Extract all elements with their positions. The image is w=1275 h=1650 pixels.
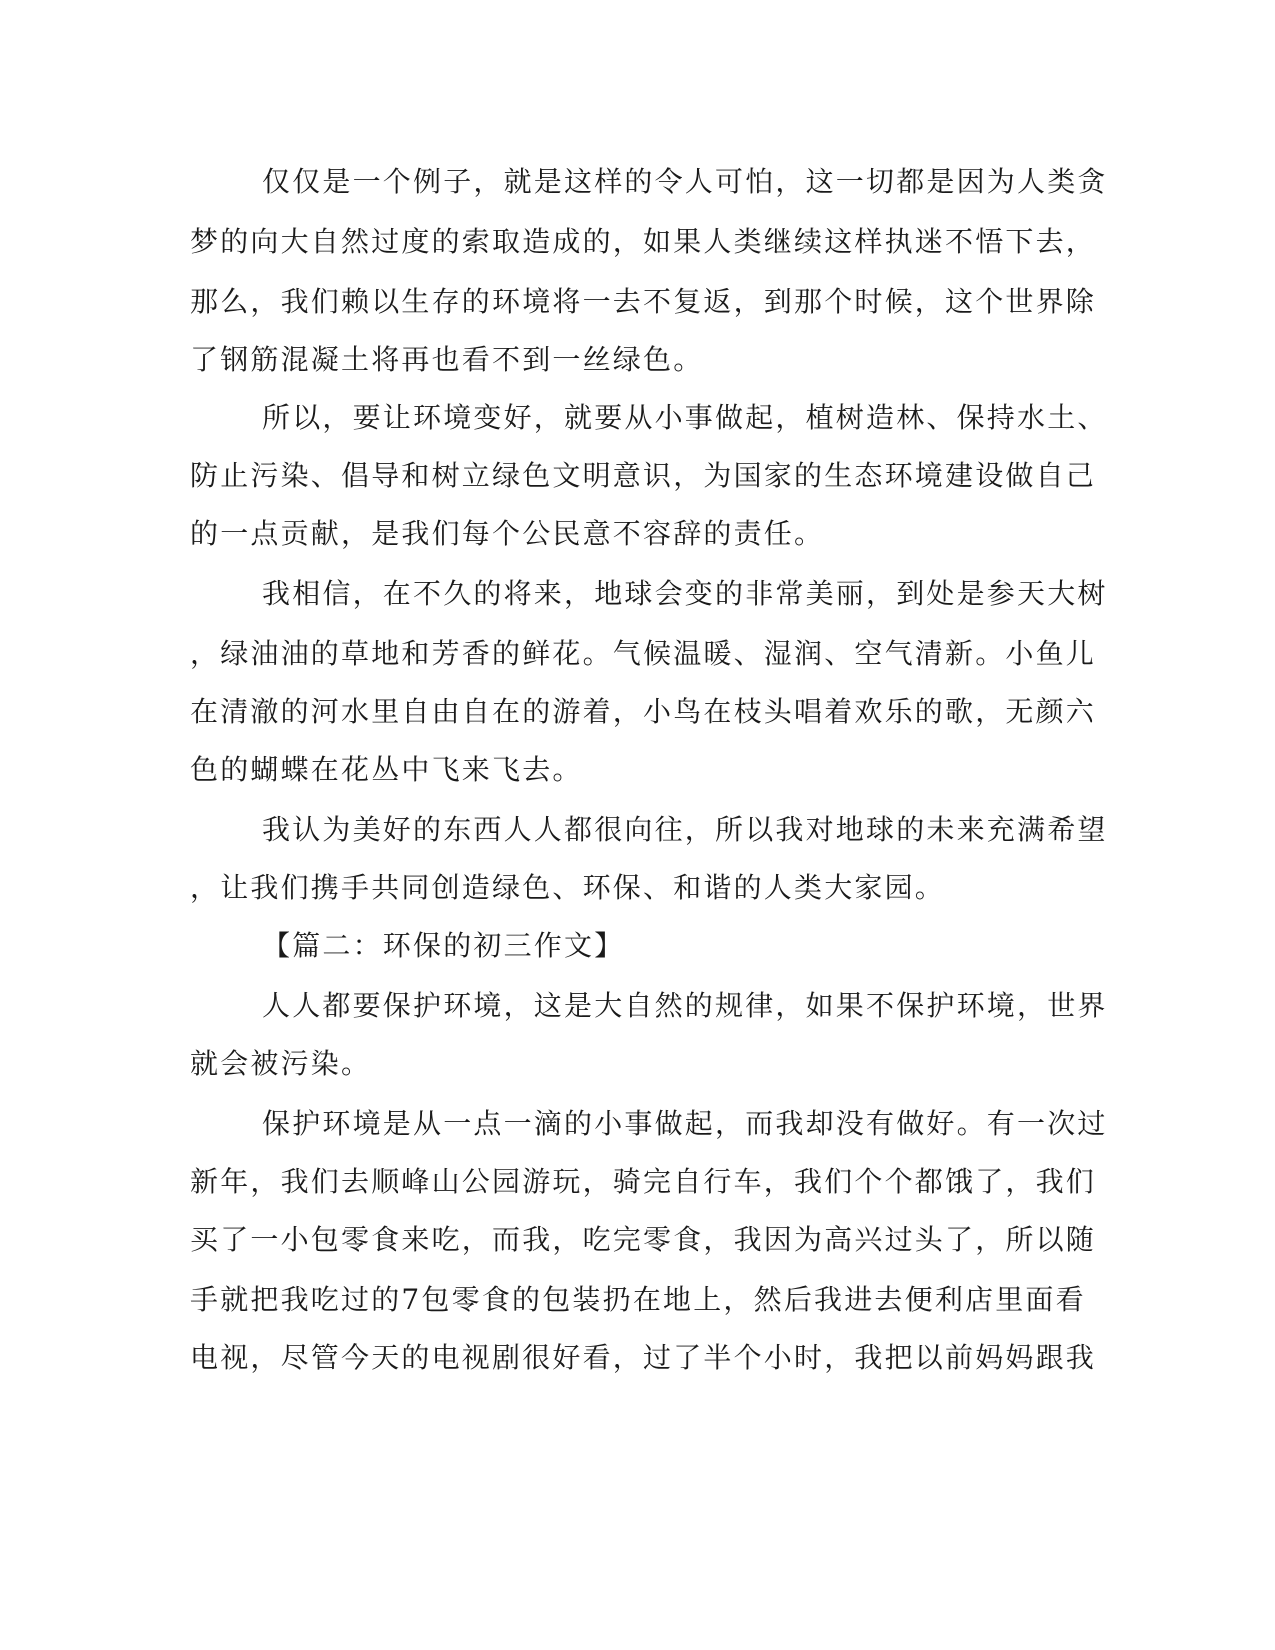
- paragraph-line: 所以，要让环境变好，就要从小事做起，植树造林、保持水土、: [262, 401, 1108, 434]
- paragraph-line: 了钢筋混凝土将再也看不到一丝绿色。: [190, 343, 704, 376]
- paragraph-line: 手就把我吃过的7包零食的包装扔在地上，然后我进去便利店里面看: [190, 1283, 1086, 1316]
- paragraph-line: ，绿油油的草地和芳香的鲜花。气候温暖、湿润、空气清新。小鱼儿: [190, 637, 1097, 670]
- paragraph-line: ，让我们携手共同创造绿色、环保、和谐的人类大家园。: [190, 871, 946, 904]
- paragraph-line: 买了一小包零食来吃，而我，吃完零食，我因为高兴过头了，所以随: [190, 1223, 1097, 1256]
- paragraph-line: 我相信，在不久的将来，地球会变的非常美丽，到处是参天大树: [262, 577, 1108, 610]
- paragraph-line: 就会被污染。: [190, 1047, 372, 1080]
- paragraph-line: 色的蝴蝶在花丛中飞来飞去。: [190, 753, 583, 786]
- paragraph-line: 那么，我们赖以生存的环境将一去不复返，到那个时候，这个世界除: [190, 285, 1097, 318]
- paragraph-line: 保护环境是从一点一滴的小事做起，而我却没有做好。有一次过: [262, 1107, 1108, 1140]
- paragraph-line: 电视，尽管今天的电视剧很好看，过了半个小时，我把以前妈妈跟我: [190, 1341, 1097, 1374]
- paragraph-line: 在清澈的河水里自由自在的游着，小鸟在枝头唱着欢乐的歌，无颜六: [190, 695, 1097, 728]
- paragraph-line: 我认为美好的东西人人都很向往，所以我对地球的未来充满希望: [262, 813, 1108, 846]
- paragraph-line: 梦的向大自然过度的索取造成的，如果人类继续这样执迷不悟下去，: [190, 225, 1097, 258]
- section-heading: 【篇二：环保的初三作文】: [262, 929, 625, 962]
- paragraph-line: 的一点贡献，是我们每个公民意不容辞的责任。: [190, 517, 825, 550]
- paragraph-line: 仅仅是一个例子，就是这样的令人可怕，这一切都是因为人类贪: [262, 165, 1108, 198]
- paragraph-line: 人人都要保护环境，这是大自然的规律，如果不保护环境，世界: [262, 989, 1108, 1022]
- paragraph-line: 防止污染、倡导和树立绿色文明意识，为国家的生态环境建设做自己: [190, 459, 1097, 492]
- paragraph-line: 新年，我们去顺峰山公园游玩，骑完自行车，我们个个都饿了，我们: [190, 1165, 1097, 1198]
